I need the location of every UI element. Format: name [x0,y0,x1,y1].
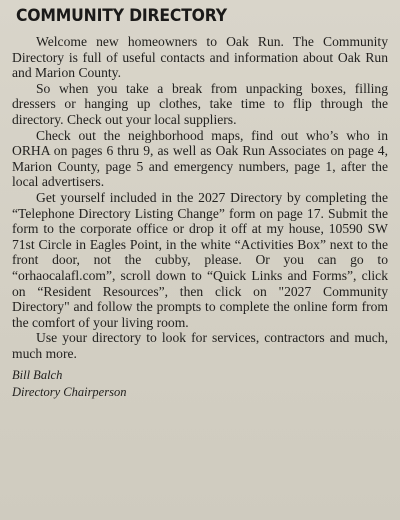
paragraph-use-directory: Use your directory to look for services, contractors and much, much more. [12,330,388,361]
signature-title: Directory Chairperson [12,385,127,400]
paragraph-welcome: Welcome new homeowners to Oak Run. The Community Directory is full of useful contacts and information about Oak Run and Marion County. [12,34,388,81]
paragraph-get-included: Get yourself included in the 2027 Directory by completing the “Telephone Directory Listing Change” form on page 17. Submit the form to the corporate office or drop it off at my house, 10590 SW 71st Circle in Eagles Point, in the white “Activities Box” next to the front door, not the cubby, please. Or you can go to “orhaocalafl.com”, scroll down to “Quick Links and Forms”, click on “Resident Resources”, then click on "2027 Community Directory" and follow the prompts to complete the online form from the comfort of your living room. [12,189,388,330]
signature-block [12,367,388,401]
article-heading: COMMUNITY DIRECTORY [16,6,227,26]
signature-name: Bill Balch [12,368,63,383]
paragraph-unpacking: So when you take a break from unpacking boxes, filling dressers or hanging up clothes, take time to flip through the directory. Check out your local suppliers. [12,80,388,127]
article-body [12,34,388,361]
paragraph-maps: Check out the neighborhood maps, find out who’s who in ORHA on pages 6 thru 9, as well as Oak Run Associates on page 4, Marion County, page 5 and emergency numbers, page 1, after the local advertisers. [12,127,388,190]
